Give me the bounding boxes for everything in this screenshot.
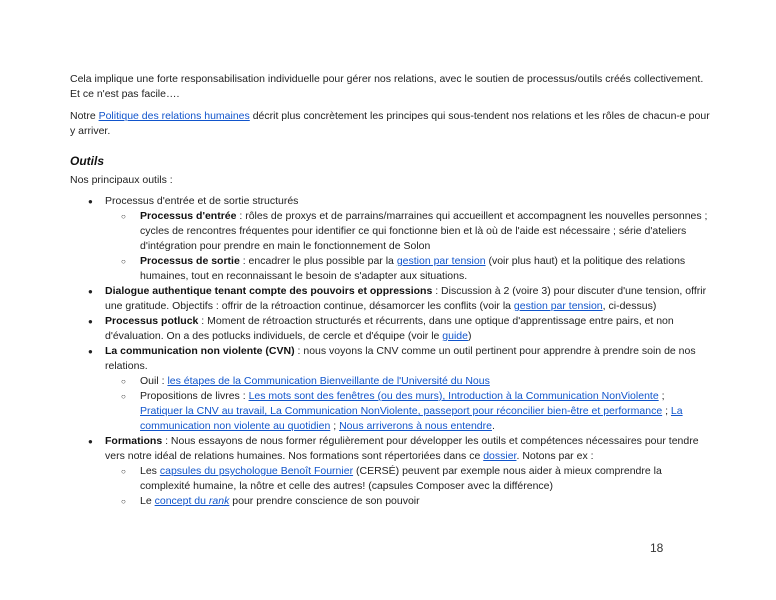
- item-text: pour prendre conscience de son pouvoir: [229, 495, 420, 507]
- dossier-link[interactable]: dossier: [483, 450, 517, 462]
- item-text: (voir plus haut) et la politique des relations humaines, tout en reconnaissant le besoin de s'adapter aux situations.: [140, 255, 686, 282]
- text-run: décrit plus concrètement les principes qui sous-tendent nos relations et les rôles de chacun-e pour y arriver.: [70, 110, 710, 137]
- item-label: Ouil :: [140, 375, 168, 387]
- list-item-entree: [105, 209, 710, 254]
- book-link-4[interactable]: Nous arriverons à nous entendre: [339, 420, 492, 432]
- sublist-processus: [105, 209, 710, 284]
- item-text: . Notons par ex :: [516, 450, 594, 462]
- item-text: , ci-dessus): [602, 300, 657, 312]
- link-text: concept du: [154, 495, 209, 507]
- item-text: Processus d'entrée et de sortie structurés: [105, 195, 299, 207]
- list-item-livres: [105, 389, 710, 434]
- separator: ;: [662, 405, 671, 417]
- text-run: Notre: [70, 110, 99, 122]
- page-number: 18: [650, 541, 664, 555]
- book-link-3[interactable]: La communication non violente au quotidien: [140, 405, 683, 432]
- separator: ;: [330, 420, 340, 432]
- book-link-2[interactable]: Pratiquer la CNV au travail, La Communication NonViolente, passeport pour réconcilier bien-être et performance: [140, 405, 663, 417]
- policy-link[interactable]: Politique des relations humaines: [98, 110, 250, 122]
- item-text: : rôles de proxys et de parrains/marraines qui accueillent et accompagnent les nouvelles personnes ; cycles de rencontres fréquentes pour identifier ce qui fonctionne bien et là où de l'aide est nécessaire ; série d'ateliers d'intégration pour prendre en main le fonctionnement de Solon: [140, 210, 708, 252]
- page-content: [70, 72, 710, 509]
- gestion-tension-link-2[interactable]: gestion par tension: [513, 300, 603, 312]
- item-text: (CERSÉ) peuvent par exemple nous aider à mieux comprendre la complexité humaine, la nôtre et celle des autres! (capsules Composer avec la différence): [140, 465, 662, 492]
- item-text: : nous voyons la CNV comme un outil pertinent pour apprendre à prendre soin de nos relations.: [105, 345, 696, 372]
- book-link-1[interactable]: Les mots sont des fenêtres (ou des murs), Introduction à la Communication NonViolente: [248, 390, 659, 402]
- list-item-processus: [70, 194, 710, 284]
- list-item-cnv: [70, 344, 710, 434]
- section-title: Outils: [70, 154, 105, 168]
- gestion-tension-link[interactable]: gestion par tension: [396, 255, 486, 267]
- list-item-capsules: [105, 464, 710, 494]
- sublist-cnv: [105, 374, 710, 434]
- list-item-rank: [105, 494, 710, 509]
- rank-concept-link[interactable]: [155, 495, 230, 507]
- item-text: ): [468, 330, 472, 342]
- link-text-italic: rank: [208, 495, 230, 507]
- guide-link[interactable]: guide: [442, 330, 468, 342]
- sublist-formations: [105, 464, 710, 509]
- tools-list: [70, 194, 710, 509]
- item-text: Les: [140, 465, 160, 477]
- item-title: Processus potluck: [105, 315, 199, 327]
- policy-paragraph: [70, 109, 710, 139]
- capsules-link[interactable]: capsules du psychologue Benoît Fournier: [159, 465, 354, 477]
- separator: .: [491, 420, 495, 432]
- list-item-sortie: [105, 254, 710, 284]
- list-item-formations: [70, 434, 710, 509]
- communication-bienveillante-link[interactable]: les étapes de la Communication Bienveillante de l'Université du Nous: [167, 375, 490, 387]
- item-text: : encadrer le plus possible par la: [239, 255, 397, 267]
- item-title: La communication non violente (CVN): [105, 345, 295, 357]
- list-item-dialogue: [70, 284, 710, 314]
- list-item-potluck: [70, 314, 710, 344]
- item-text: : Discussion à 2 (voire 3) pour discuter d'une tension, offrir une gratitude. Objectifs : offrir de la rétroaction continue, désamorcer les conflits (voir la: [105, 285, 707, 312]
- item-text: Le: [140, 495, 155, 507]
- item-title: Processus d'entrée: [140, 210, 237, 222]
- list-item-oui: [105, 374, 710, 389]
- section-lead: Nos principaux outils :: [70, 174, 173, 186]
- item-title: Processus de sortie: [140, 255, 240, 267]
- item-text: : Moment de rétroaction structurés et récurrents, dans une optique d'apprentissage entre pairs, et non d'évaluation. On a des potlucks individuels, de cercle et d'équipe (voir le: [105, 315, 674, 342]
- item-title: Formations: [105, 435, 163, 447]
- separator: ;: [658, 390, 665, 402]
- intro-paragraph: Cela implique une forte responsabilisation individuelle pour gérer nos relations, avec le soutien de processus/outils créés collectivement. Et ce n'est pas facile….: [70, 73, 704, 100]
- item-text: : Nous essayons de nous former régulièrement pour développer les outils et compétences nécessaires pour tendre vers notre idéal de relations humaines. Nos formations sont répertoriées dans ce: [105, 435, 699, 462]
- item-title: Dialogue authentique tenant compte des pouvoirs et oppressions: [105, 285, 433, 297]
- item-label: Propositions de livres :: [140, 390, 249, 402]
